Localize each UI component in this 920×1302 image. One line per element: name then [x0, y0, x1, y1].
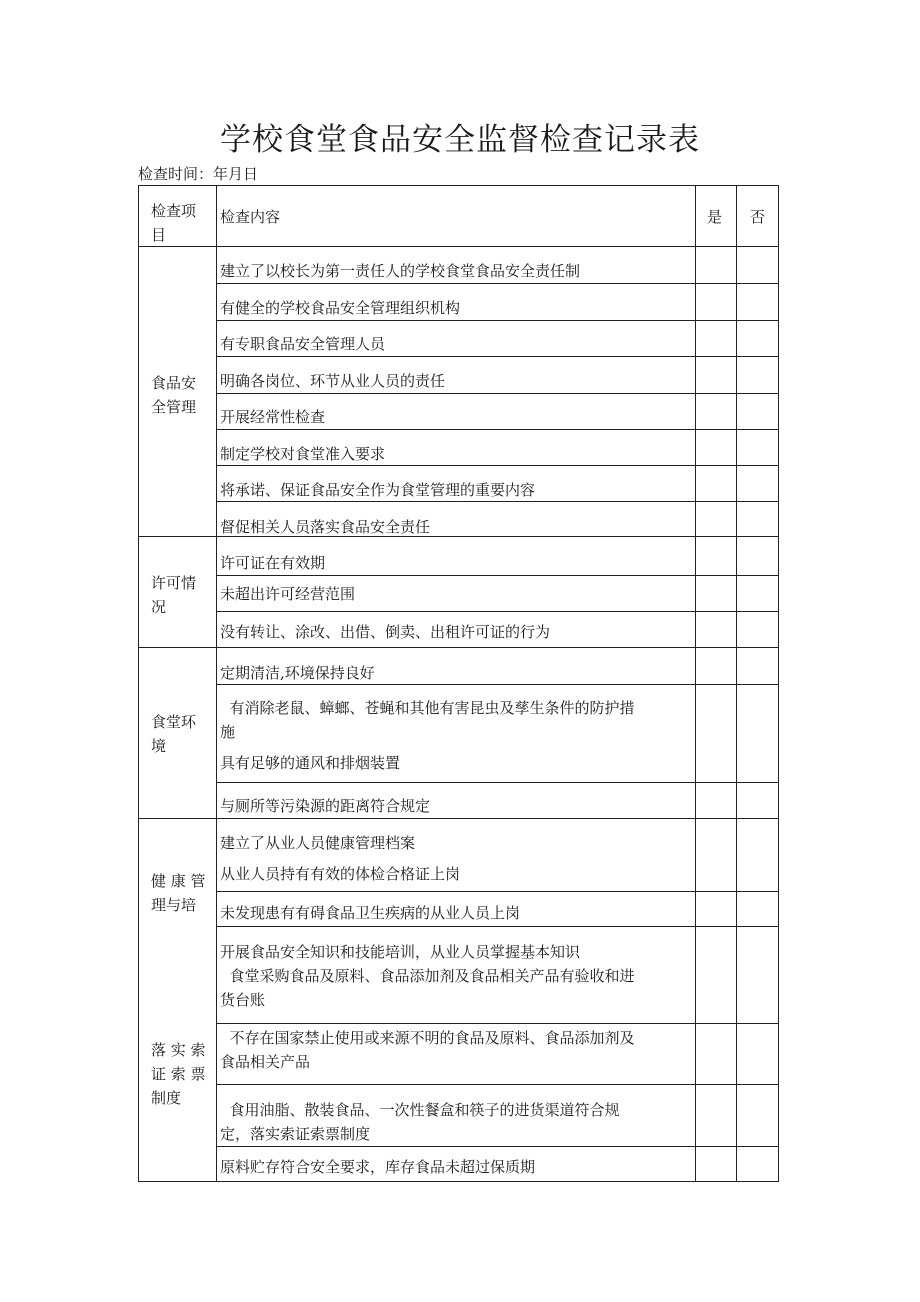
grid-line [216, 429, 778, 430]
check-item: 开展经常性检查 [220, 408, 326, 426]
grid-line [216, 782, 778, 783]
grid-line [216, 575, 778, 576]
check-item: 建立了从业人员健康管理档案 [220, 834, 416, 852]
check-item: 开展食品安全知识和技能培训，从业人员掌握基本知识 [220, 943, 581, 961]
check-item: 没有转让、涂改、出借、倒卖、出租许可证的行为 [220, 623, 551, 641]
grid-line [216, 1146, 778, 1147]
check-item: 食用油脂、散装食品、一次性餐盒和筷子的进货渠道符合规 定，落实索证索票制度 [220, 1101, 620, 1143]
check-item: 原料贮存符合安全要求，库存食品未超过保质期 [220, 1158, 536, 1176]
page-title: 学校食堂食品安全监督检查记录表 [220, 122, 700, 158]
grid-line [216, 611, 778, 612]
category-food-safety-management: 食品安 全管理 [151, 374, 197, 416]
grid-line [216, 320, 778, 321]
grid-line [139, 246, 778, 247]
grid-line [216, 1084, 778, 1085]
check-item: 有消除老鼠、蟑螂、苍蝇和其他有害昆虫及孳生条件的防护措 施 [220, 699, 635, 741]
header-yes-cell: 是 [707, 208, 723, 226]
grid-line [139, 647, 778, 648]
check-item: 有专职食品安全管理人员 [220, 335, 386, 353]
grid-line [216, 393, 778, 394]
grid-line [139, 818, 778, 819]
inspection-date-label: 检查时间：年月日 [138, 165, 259, 183]
check-item: 食堂采购食品及原料、食品添加剂及食品相关产品有验收和进 货台账 [220, 967, 635, 1009]
check-item: 与厕所等污染源的距离符合规定 [220, 797, 431, 815]
header-content-cell: 检查内容 [220, 208, 281, 226]
grid-line [216, 891, 778, 892]
category-license: 许可情 况 [151, 574, 197, 616]
header-no-cell: 否 [750, 208, 766, 226]
check-item: 未超出许可经营范围 [220, 585, 356, 603]
inspection-table [138, 185, 779, 1182]
check-item: 不存在国家禁止使用或来源不明的食品及原料、食品添加剂及 食品相关产品 [220, 1029, 635, 1071]
category-canteen-environment: 食堂环 境 [151, 713, 197, 755]
check-item: 具有足够的通风和排烟装置 [220, 754, 401, 772]
category-health-training: 健 康 管 理与培 [151, 872, 206, 914]
check-item: 将承诺、保证食品安全作为食堂管理的重要内容 [220, 481, 536, 499]
check-item: 许可证在有效期 [220, 554, 326, 572]
grid-line [216, 926, 778, 927]
check-item: 未发现患有有碍食品卫生疾病的从业人员上岗 [220, 904, 521, 922]
grid-line [216, 356, 778, 357]
check-item: 制定学校对食堂准入要求 [220, 445, 386, 463]
header-item-cell: 检查项 目 [151, 202, 197, 244]
check-item: 从业人员持有有效的体检合格证上岗 [220, 865, 461, 883]
grid-line [216, 283, 778, 284]
check-item: 定期清洁,环境保持良好 [220, 664, 375, 682]
check-item: 建立了以校长为第一责任人的学校食堂食品安全责任制 [220, 262, 581, 280]
check-item: 督促相关人员落实食品安全责任 [220, 518, 431, 536]
check-item: 明确各岗位、环节从业人员的责任 [220, 372, 446, 390]
check-item: 有健全的学校食品安全管理组织机构 [220, 299, 461, 317]
grid-line [216, 1023, 778, 1024]
category-invoice-system: 落 实 索 证 索 票 制度 [151, 1041, 206, 1107]
